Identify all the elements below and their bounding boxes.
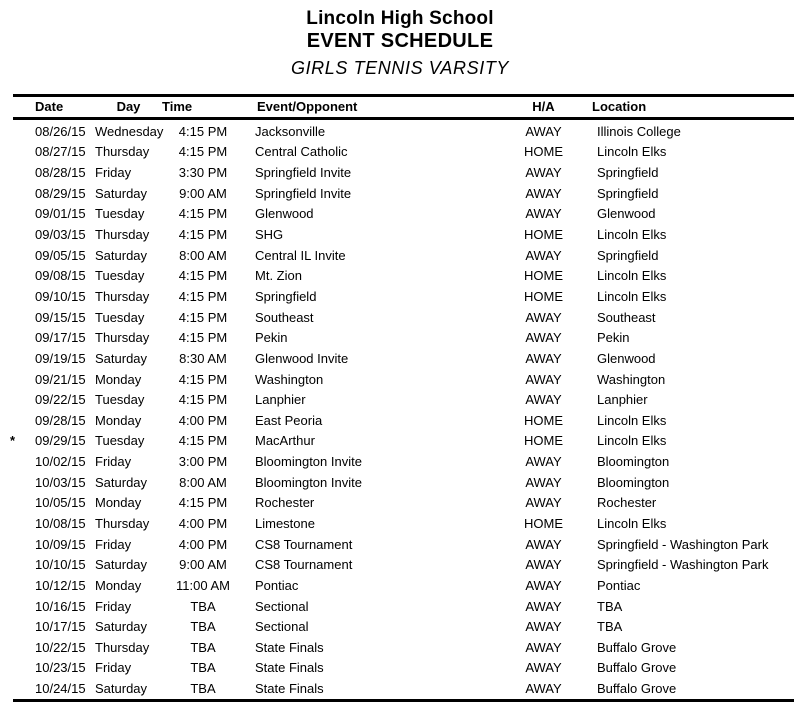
- column-header-date: Date: [35, 99, 64, 114]
- cell-day: Saturday: [95, 350, 148, 366]
- cell-event-opponent: Central Catholic: [255, 144, 348, 160]
- cell-location: Buffalo Grove: [597, 660, 677, 676]
- cell-time: 9:00 AM: [179, 557, 227, 573]
- table-bottom-rule: [13, 699, 794, 702]
- cell-home-away: AWAY: [525, 392, 562, 408]
- cell-home-away: HOME: [524, 515, 563, 531]
- cell-location: TBA: [597, 598, 623, 614]
- cell-event-opponent: Lanphier: [255, 392, 306, 408]
- cell-location: Lincoln Elks: [597, 288, 667, 304]
- column-header-event-opponent: Event/Opponent: [257, 99, 358, 114]
- cell-date: 09/01/15: [35, 206, 86, 222]
- cell-event-opponent: SHG: [255, 227, 284, 243]
- cell-time: 4:15 PM: [178, 371, 228, 387]
- cell-time: 8:00 AM: [179, 247, 227, 263]
- cell-day: Thursday: [95, 227, 150, 243]
- cell-home-away: AWAY: [525, 309, 562, 325]
- cell-location: Springfield: [597, 247, 659, 263]
- cell-location: Glenwood: [597, 350, 656, 366]
- table-row: [0, 513, 800, 534]
- cell-location: Lincoln Elks: [597, 433, 667, 449]
- cell-event-opponent: Glenwood Invite: [255, 350, 349, 366]
- table-row: [0, 265, 800, 286]
- cell-location: Illinois College: [597, 123, 681, 139]
- column-header-time: Time: [162, 99, 193, 114]
- cell-event-opponent: East Peoria: [255, 412, 323, 428]
- cell-event-opponent: Sectional: [255, 598, 309, 614]
- cell-date: 08/28/15: [35, 165, 86, 181]
- table-row: [0, 534, 800, 555]
- cell-event-opponent: Springfield Invite: [255, 165, 352, 181]
- cell-event-opponent: Springfield Invite: [255, 185, 352, 201]
- cell-event-opponent: Bloomington Invite: [255, 454, 362, 470]
- cell-date: 09/19/15: [35, 350, 86, 366]
- cell-date: 10/10/15: [35, 557, 86, 573]
- table-row: [0, 245, 800, 266]
- cell-time: 4:15 PM: [178, 227, 228, 243]
- row-marker: *: [10, 433, 16, 449]
- column-header-location: Location: [592, 99, 647, 114]
- cell-home-away: AWAY: [525, 681, 562, 697]
- cell-location: Southeast: [597, 309, 656, 325]
- cell-home-away: AWAY: [525, 495, 562, 511]
- cell-day: Thursday: [95, 288, 150, 304]
- cell-time: TBA: [190, 681, 216, 697]
- cell-day: Monday: [95, 371, 142, 387]
- cell-day: Friday: [95, 598, 132, 614]
- cell-day: Tuesday: [95, 206, 145, 222]
- cell-time: 4:15 PM: [178, 330, 228, 346]
- cell-day: Saturday: [95, 185, 148, 201]
- cell-home-away: AWAY: [525, 206, 562, 222]
- document-title: EVENT SCHEDULE: [306, 30, 494, 52]
- cell-home-away: AWAY: [525, 557, 562, 573]
- cell-event-opponent: Southeast: [255, 309, 314, 325]
- cell-date: 09/10/15: [35, 288, 86, 304]
- cell-day: Saturday: [95, 619, 148, 635]
- cell-location: Buffalo Grove: [597, 639, 677, 655]
- cell-day: Saturday: [95, 557, 148, 573]
- cell-location: Springfield: [597, 185, 659, 201]
- cell-day: Tuesday: [95, 392, 145, 408]
- cell-day: Saturday: [95, 474, 148, 490]
- cell-time: 4:15 PM: [178, 495, 228, 511]
- table-row: [0, 369, 800, 390]
- cell-home-away: HOME: [524, 227, 563, 243]
- cell-location: Lincoln Elks: [597, 268, 667, 284]
- cell-date: 10/17/15: [35, 619, 86, 635]
- cell-time: 4:15 PM: [178, 392, 228, 408]
- cell-time: 4:15 PM: [178, 123, 228, 139]
- cell-location: Lincoln Elks: [597, 412, 667, 428]
- cell-time: 8:30 AM: [179, 350, 227, 366]
- cell-day: Saturday: [95, 247, 148, 263]
- table-row: [0, 224, 800, 245]
- cell-date: 09/05/15: [35, 247, 86, 263]
- table-row: [0, 162, 800, 183]
- cell-date: 10/03/15: [35, 474, 86, 490]
- table-row: [0, 451, 800, 472]
- cell-location: Springfield - Washington Park: [597, 536, 769, 552]
- cell-day: Friday: [95, 165, 132, 181]
- table-row: [0, 554, 800, 575]
- cell-date: 09/21/15: [35, 371, 86, 387]
- cell-day: Thursday: [95, 639, 150, 655]
- cell-event-opponent: CS8 Tournament: [255, 557, 353, 573]
- cell-event-opponent: Springfield: [255, 288, 317, 304]
- cell-location: Lanphier: [597, 392, 648, 408]
- table-row: [0, 658, 800, 679]
- cell-time: 4:15 PM: [178, 206, 228, 222]
- document-header: [0, 0, 800, 78]
- table-row: [0, 410, 800, 431]
- cell-date: 09/17/15: [35, 330, 86, 346]
- cell-date: 10/16/15: [35, 598, 86, 614]
- cell-home-away: AWAY: [525, 598, 562, 614]
- cell-event-opponent: Rochester: [255, 495, 315, 511]
- cell-event-opponent: State Finals: [255, 660, 324, 676]
- cell-home-away: AWAY: [525, 454, 562, 470]
- cell-day: Friday: [95, 454, 132, 470]
- team-subtitle: GIRLS TENNIS VARSITY: [290, 58, 510, 78]
- cell-date: 10/22/15: [35, 639, 86, 655]
- cell-time: 11:00 AM: [176, 577, 230, 593]
- table-row: [0, 616, 800, 637]
- table-row: [0, 637, 800, 658]
- cell-home-away: AWAY: [525, 330, 562, 346]
- table-top-rule: [13, 94, 794, 97]
- cell-day: Monday: [95, 412, 142, 428]
- cell-day: Monday: [95, 577, 142, 593]
- table-row: [0, 183, 800, 204]
- cell-day: Monday: [95, 495, 142, 511]
- cell-event-opponent: CS8 Tournament: [255, 536, 353, 552]
- cell-date: 09/15/15: [35, 309, 86, 325]
- cell-date: 10/09/15: [35, 536, 86, 552]
- table-row: [0, 389, 800, 410]
- cell-home-away: HOME: [524, 433, 563, 449]
- cell-day: Thursday: [95, 515, 150, 531]
- cell-event-opponent: Glenwood: [255, 206, 314, 222]
- column-header-marker: [0, 99, 35, 114]
- cell-home-away: HOME: [524, 268, 563, 284]
- cell-day: Saturday: [95, 681, 148, 697]
- cell-home-away: HOME: [524, 144, 563, 160]
- cell-time: 4:00 PM: [178, 536, 228, 552]
- cell-date: 09/22/15: [35, 392, 86, 408]
- cell-time: TBA: [190, 598, 216, 614]
- table-row: [0, 472, 800, 493]
- cell-home-away: AWAY: [525, 350, 562, 366]
- table-row: [0, 327, 800, 348]
- cell-date: 08/27/15: [35, 144, 86, 160]
- cell-event-opponent: State Finals: [255, 639, 324, 655]
- cell-location: Springfield - Washington Park: [597, 557, 769, 573]
- cell-event-opponent: MacArthur: [255, 433, 315, 449]
- cell-home-away: HOME: [524, 288, 563, 304]
- table-row: [0, 286, 800, 307]
- cell-event-opponent: Washington: [255, 371, 324, 387]
- cell-date: 10/08/15: [35, 515, 86, 531]
- cell-day: Friday: [95, 536, 132, 552]
- cell-time: 4:15 PM: [178, 268, 228, 284]
- cell-day: Tuesday: [95, 309, 145, 325]
- cell-location: Buffalo Grove: [597, 681, 677, 697]
- cell-location: Lincoln Elks: [597, 227, 667, 243]
- cell-event-opponent: Pekin: [255, 330, 288, 346]
- cell-location: Lincoln Elks: [597, 515, 667, 531]
- cell-event-opponent: Limestone: [255, 515, 315, 531]
- cell-event-opponent: Pontiac: [255, 577, 299, 593]
- cell-home-away: AWAY: [525, 639, 562, 655]
- cell-time: 4:15 PM: [178, 433, 228, 449]
- cell-location: Pontiac: [597, 577, 641, 593]
- cell-time: 4:00 PM: [178, 412, 228, 428]
- cell-event-opponent: State Finals: [255, 681, 324, 697]
- table-header-rule: [13, 117, 794, 120]
- cell-date: 09/29/15: [35, 433, 86, 449]
- cell-home-away: AWAY: [525, 185, 562, 201]
- cell-time: 3:30 PM: [178, 165, 228, 181]
- cell-date: 09/08/15: [35, 268, 86, 284]
- cell-time: 4:15 PM: [178, 144, 228, 160]
- cell-home-away: AWAY: [525, 619, 562, 635]
- table-row: [0, 348, 800, 369]
- cell-home-away: HOME: [524, 412, 563, 428]
- cell-day: Thursday: [95, 144, 150, 160]
- cell-time: TBA: [190, 660, 216, 676]
- cell-location: Lincoln Elks: [597, 144, 667, 160]
- cell-date: 08/26/15: [35, 123, 86, 139]
- cell-location: Springfield: [597, 165, 659, 181]
- cell-date: 10/24/15: [35, 681, 86, 697]
- table-row: [0, 307, 800, 328]
- cell-date: 09/03/15: [35, 227, 86, 243]
- cell-event-opponent: Bloomington Invite: [255, 474, 362, 490]
- cell-home-away: AWAY: [525, 577, 562, 593]
- table-header-row: [0, 99, 800, 114]
- column-header-day: Day: [116, 99, 141, 114]
- cell-home-away: AWAY: [525, 660, 562, 676]
- cell-location: Bloomington: [597, 454, 670, 470]
- cell-event-opponent: Mt. Zion: [255, 268, 302, 284]
- table-row: [0, 121, 800, 142]
- cell-time: 8:00 AM: [179, 474, 227, 490]
- column-header-home-away: H/A: [532, 99, 555, 114]
- cell-time: 4:00 PM: [178, 515, 228, 531]
- cell-day: Tuesday: [95, 268, 145, 284]
- table-row: [0, 575, 800, 596]
- cell-time: 3:00 PM: [178, 454, 228, 470]
- cell-date: 10/12/15: [35, 577, 86, 593]
- cell-location: Pekin: [597, 330, 630, 346]
- table-row: [0, 493, 800, 514]
- cell-time: 4:15 PM: [178, 288, 228, 304]
- cell-day: Wednesday: [95, 123, 164, 139]
- table-row: [0, 142, 800, 163]
- cell-home-away: AWAY: [525, 165, 562, 181]
- schedule-rows: [0, 121, 800, 699]
- cell-date: 10/23/15: [35, 660, 86, 676]
- cell-date: 09/28/15: [35, 412, 86, 428]
- cell-event-opponent: Central IL Invite: [255, 247, 346, 263]
- table-row: [0, 431, 800, 452]
- cell-home-away: AWAY: [525, 247, 562, 263]
- cell-home-away: AWAY: [525, 536, 562, 552]
- cell-event-opponent: Jacksonville: [255, 123, 326, 139]
- cell-home-away: AWAY: [525, 371, 562, 387]
- cell-home-away: AWAY: [525, 474, 562, 490]
- cell-home-away: AWAY: [525, 123, 562, 139]
- cell-location: Washington: [597, 371, 666, 387]
- cell-time: 4:15 PM: [178, 309, 228, 325]
- cell-time: 9:00 AM: [179, 185, 227, 201]
- cell-day: Thursday: [95, 330, 150, 346]
- cell-location: Glenwood: [597, 206, 656, 222]
- cell-location: TBA: [597, 619, 623, 635]
- table-row: [0, 678, 800, 699]
- cell-time: TBA: [190, 639, 216, 655]
- cell-location: Bloomington: [597, 474, 670, 490]
- cell-day: Tuesday: [95, 433, 145, 449]
- cell-date: 08/29/15: [35, 185, 86, 201]
- cell-time: TBA: [190, 619, 216, 635]
- cell-date: 10/05/15: [35, 495, 86, 511]
- school-name: Lincoln High School: [306, 8, 494, 29]
- cell-event-opponent: Sectional: [255, 619, 309, 635]
- cell-date: 10/02/15: [35, 454, 86, 470]
- table-row: [0, 596, 800, 617]
- cell-day: Friday: [95, 660, 132, 676]
- table-row: [0, 204, 800, 225]
- cell-location: Rochester: [597, 495, 657, 511]
